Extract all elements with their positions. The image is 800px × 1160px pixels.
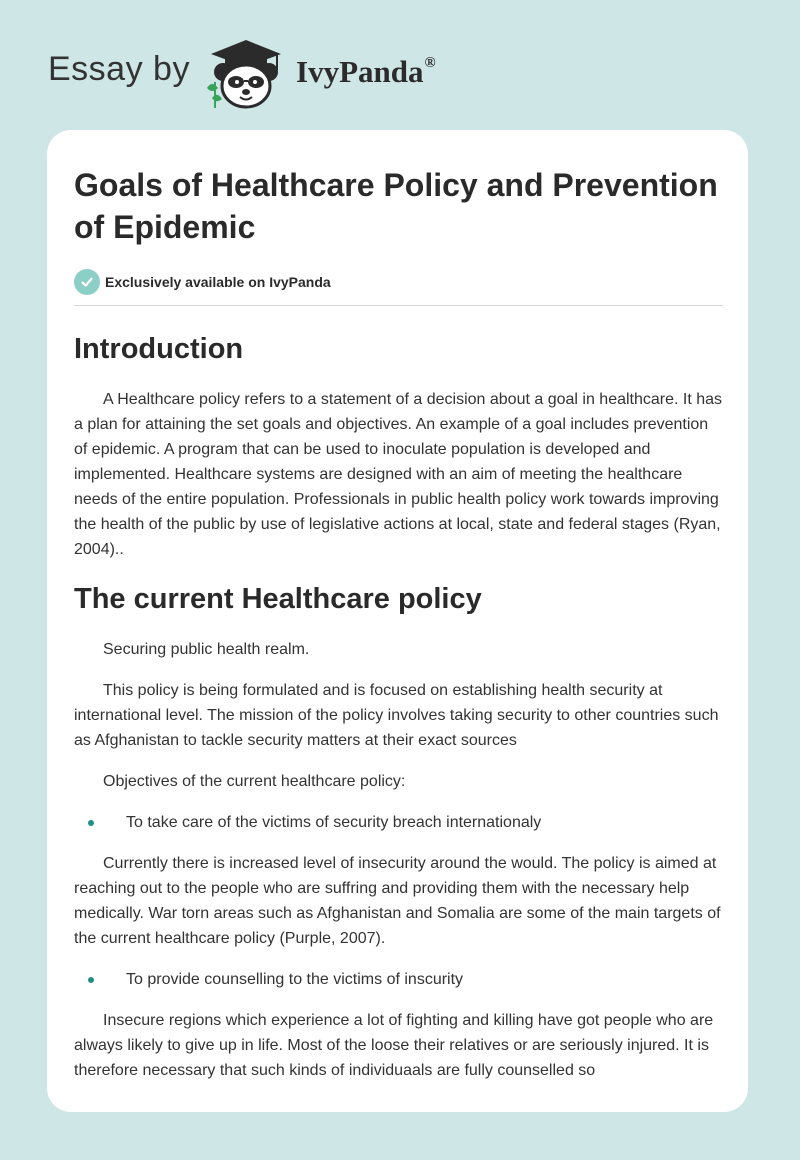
bullet-icon: [88, 977, 94, 983]
check-icon: [74, 269, 100, 295]
exclusive-badge: [74, 269, 723, 295]
list-item: [74, 810, 723, 835]
bullet-icon: [88, 820, 94, 826]
article-title: Goals of Healthcare Policy and Prevention of Epidemic: [74, 167, 718, 245]
site-header: [0, 0, 800, 120]
panda-logo-icon[interactable]: [203, 36, 289, 110]
essay-by-label: Essay by: [48, 50, 190, 88]
list-item-text: To take care of the victims of security breach internationaly: [126, 814, 542, 831]
paragraph: Insecure regions which experience a lot of fighting and killing have got people who are always likely to give up in life. Most of the loose their relatives or are seriously injured. It is therefore necessary that such kinds of individuaals are fully counselled so: [74, 1012, 714, 1079]
article-content: [74, 164, 723, 1083]
registered-mark: ®: [424, 54, 436, 71]
paragraph: This policy is being formulated and is focused on establishing health security at international level. The mission of the policy involves taking security to other countries such as Afghanistan to tackle security matters at their exact sources: [74, 682, 719, 749]
section-heading-current-policy: The current Healthcare policy: [74, 583, 482, 615]
exclusive-label: Exclusively available on IvyPanda: [105, 274, 331, 290]
article-card: [47, 130, 748, 1112]
paragraph: Currently there is increased level of insecurity around the would. The policy is aimed at reaching out to the people who are suffring and providing them with the necessary help medically. War torn areas such as Afghanistan and Somalia are some of the main targets of the current healthcare policy (Purple, 2007).: [74, 855, 721, 947]
paragraph: Objectives of the current healthcare policy:: [103, 773, 406, 790]
section-heading-introduction: Introduction: [74, 333, 244, 365]
list-item-text: To provide counselling to the victims of inscurity: [126, 971, 464, 988]
brand-name: [296, 54, 436, 90]
paragraph: A Healthcare policy refers to a statement of a decision about a goal in healthcare. It has a plan for attaining the set goals and objectives. An example of a goal includes prevention of epidemic. A program that can be used to inoculate population is developed and implemented. Healthcare systems are designed with an aim of meeting the healthcare needs of the entire population. Professionals in public health policy work towards improving the health of the public by use of legislative actions at local, state and federal stages (Ryan, 2004)..: [74, 391, 723, 558]
brand-label: IvyPanda: [296, 54, 424, 89]
list-item: [74, 967, 723, 992]
divider: [74, 305, 723, 306]
paragraph: Securing public health realm.: [103, 641, 310, 658]
